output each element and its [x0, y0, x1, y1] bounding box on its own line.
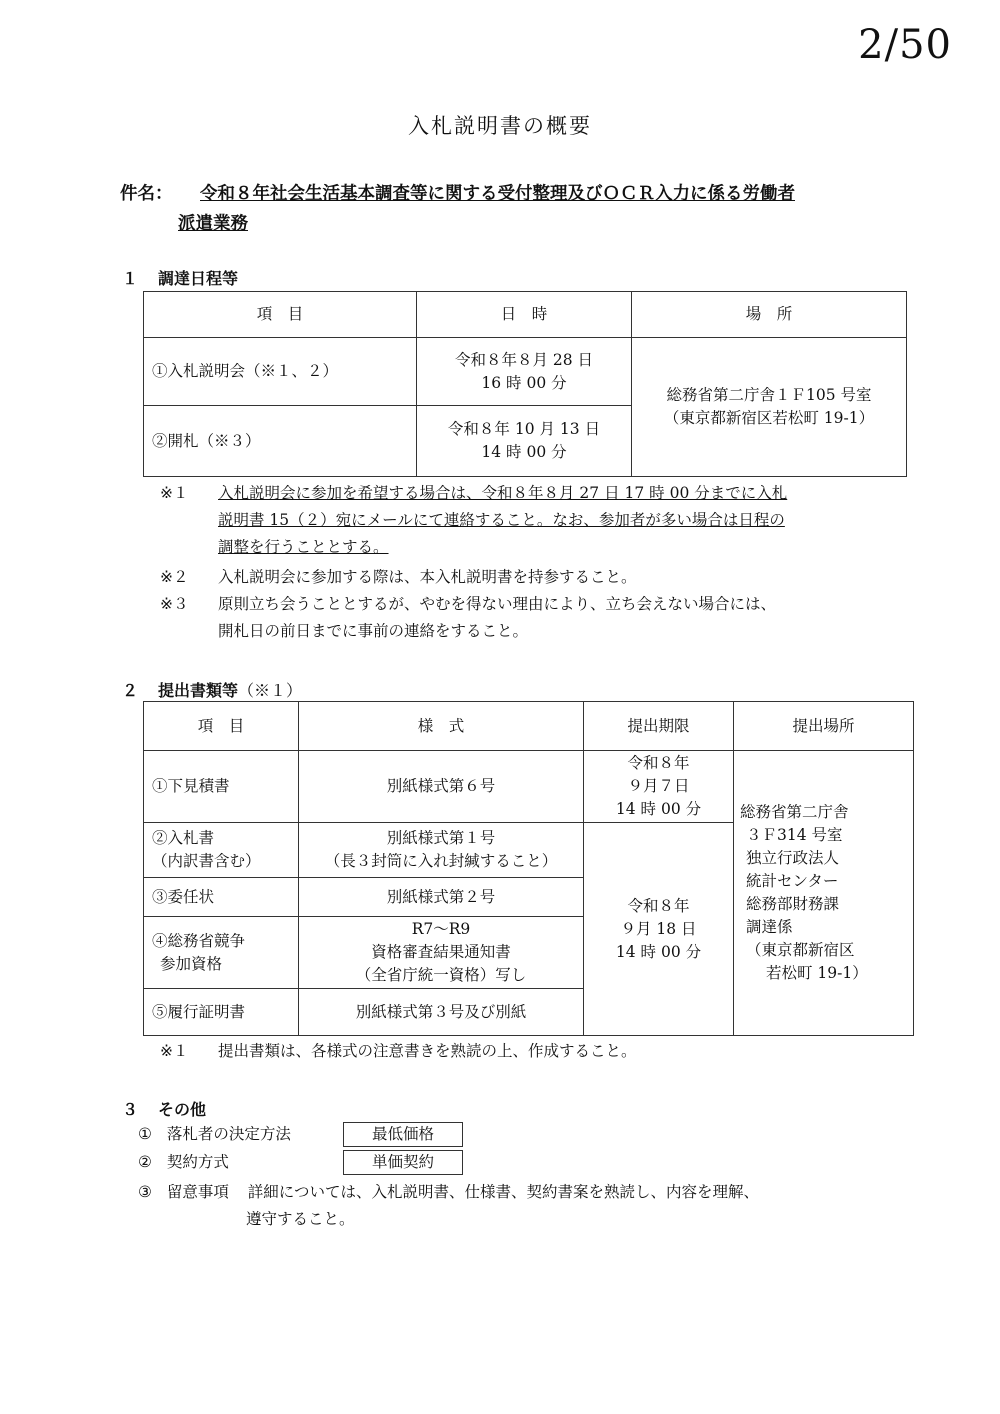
- documents-row1-deadline: [584, 751, 734, 823]
- schedule-row1-time: 16 時 00 分: [481, 373, 567, 392]
- other-item-3-label: 留意事項: [166, 1183, 229, 1201]
- subject-label: 件名：: [120, 184, 173, 204]
- documents-place: [734, 751, 914, 1036]
- page-number: 2/50: [858, 22, 952, 68]
- other-item-2-mark: ②: [138, 1153, 152, 1171]
- schedule-row2-datetime: [417, 406, 632, 477]
- documents-place-line2: ３Ｆ314 号室: [746, 826, 843, 844]
- documents-note-1-text: 提出書類は、各様式の注意書きを熟読の上、作成すること。: [218, 1042, 637, 1060]
- documents-deadline-2: [584, 823, 734, 1036]
- section2-title: 提出書類等: [158, 681, 239, 700]
- documents-deadline-2-date: ９月 18 日: [620, 919, 697, 938]
- documents-place-line3: 独立行政法人: [746, 849, 840, 867]
- subject-line-2: 派遣業務: [178, 214, 248, 234]
- documents-row2-item-line1: ②入札書: [152, 829, 215, 847]
- schedule-row1-item: ①入札説明会（※１、２）: [144, 338, 417, 406]
- schedule-note-3: [160, 591, 920, 647]
- documents-place-line4: 統計センター: [746, 872, 839, 890]
- schedule-place: [632, 338, 907, 477]
- schedule-note-2-line1: 入札説明会に参加する際は、本入札説明書を持参すること。: [218, 568, 637, 586]
- documents-place-line1: 総務省第二庁舎: [740, 803, 849, 821]
- schedule-note-2-mark: ※２: [160, 568, 189, 586]
- documents-row2-item-line2: （内訳書含む）: [152, 852, 261, 870]
- documents-row3-form: 別紙様式第２号: [299, 878, 584, 917]
- schedule-row1-datetime: [417, 338, 632, 406]
- documents-row1-deadline-year: 令和８年: [627, 754, 690, 772]
- documents-row3-item: ③委任状: [144, 878, 299, 917]
- documents-row1-form: 別紙様式第６号: [299, 751, 584, 823]
- other-item-3-text-line1: 詳細については、入札説明書、仕様書、契約書案を熟読し、内容を理解、: [247, 1183, 759, 1201]
- section2-heading: [122, 678, 302, 701]
- schedule-place-line2: （東京都新宿区若松町 19-1）: [663, 409, 875, 427]
- schedule-note-3-mark: ※３: [160, 595, 189, 613]
- documents-header-form: 様 式: [299, 702, 584, 751]
- schedule-header-item: 項 目: [144, 292, 417, 338]
- schedule-note-2: [160, 564, 920, 592]
- section3-number: ３: [122, 1100, 139, 1119]
- documents-row2-item: [144, 823, 299, 878]
- schedule-row2-time: 14 時 00 分: [481, 443, 567, 461]
- schedule-header-place: 場 所: [632, 292, 907, 338]
- other-item-3: [138, 1180, 918, 1204]
- documents-row1-item: ①下見積書: [144, 751, 299, 823]
- documents-header-item: 項 目: [144, 702, 299, 751]
- schedule-note-1-line1: 入札説明会に参加を希望する場合は、令和８年８月 27 日 17 時 00 分までに入札: [218, 484, 788, 502]
- documents-table: [143, 701, 914, 1036]
- schedule-table: [143, 291, 907, 477]
- schedule-row2-item: ②開札（※３）: [144, 406, 417, 477]
- schedule-row2-date: 令和８年 10 月 13 日: [447, 420, 601, 438]
- other-item-1-label: 落札者の決定方法: [166, 1125, 291, 1143]
- documents-row4-form-line2: 資格審査結果通知書: [371, 943, 511, 961]
- documents-row4-form-line1: R7～R9: [411, 920, 471, 938]
- documents-header-place: 提出場所: [734, 702, 914, 751]
- other-item-2: [138, 1150, 229, 1174]
- document-title: 入札説明書の概要: [408, 114, 592, 138]
- section1-heading: [122, 266, 238, 289]
- schedule-note-1-mark: ※１: [160, 484, 189, 502]
- documents-row4-item-line2: 参加資格: [160, 954, 223, 973]
- documents-header-deadline: 提出期限: [584, 702, 734, 751]
- contract-method-value: 単価契約: [343, 1150, 463, 1175]
- section2-heading-note: （※１）: [238, 681, 303, 700]
- documents-place-line5: 総務部財務課: [746, 895, 840, 913]
- section1-number: １: [122, 269, 139, 288]
- section3-title: その他: [158, 1100, 207, 1119]
- schedule-header-datetime: 日 時: [417, 292, 632, 338]
- other-item-2-label: 契約方式: [166, 1153, 229, 1171]
- other-item-3-text-line2: 遵守すること。: [246, 1210, 355, 1228]
- schedule-note-3-line1: 原則立ち会うこととするが、やむを得ない理由により、立ち会えない場合には、: [218, 595, 777, 613]
- other-item-1-mark: ①: [138, 1125, 152, 1143]
- other-item-1: [138, 1122, 291, 1146]
- documents-row5-item: ⑤履行証明書: [144, 989, 299, 1036]
- schedule-note-1-line2: 説明書 15（２）宛にメールにて連絡すること。なお、参加者が多い場合は日程の: [218, 511, 785, 529]
- schedule-note-1-line3: 調整を行うこととする。: [218, 538, 389, 556]
- documents-row4-item-line1: ④総務省競争: [152, 931, 246, 950]
- documents-row4-item: [144, 917, 299, 989]
- section2-number: ２: [122, 681, 139, 700]
- section1-title: 調達日程等: [158, 269, 239, 288]
- documents-row5-form: 別紙様式第３号及び別紙: [299, 989, 584, 1036]
- documents-row2-form: [299, 823, 584, 878]
- subject-line-1: 令和８年社会生活基本調査等に関する受付整理及びＯＣＲ入力に係る労働者: [200, 184, 795, 204]
- documents-place-line8: 若松町 19-1）: [766, 964, 868, 982]
- documents-row1-deadline-time: 14 時 00 分: [615, 800, 702, 818]
- documents-note-1-mark: ※１: [160, 1042, 189, 1060]
- schedule-place-line1: 総務省第二庁舎１Ｆ105 号室: [666, 386, 872, 404]
- section3-heading: [122, 1097, 206, 1120]
- documents-deadline-2-year: 令和８年: [627, 896, 690, 915]
- decision-method-value: 最低価格: [343, 1122, 463, 1147]
- documents-deadline-2-time: 14 時 00 分: [615, 942, 702, 961]
- documents-row4-form-line3: （全省庁統一資格）写し: [355, 966, 527, 984]
- documents-row2-form-line2: （長３封筒に入れ封緘すること）: [324, 852, 558, 870]
- documents-note-1: [160, 1038, 920, 1066]
- documents-row4-form: [299, 917, 584, 989]
- schedule-note-1: [160, 480, 920, 564]
- schedule-note-3-line2: 開札日の前日までに事前の連絡をすること。: [218, 622, 529, 640]
- documents-row2-form-line1: 別紙様式第１号: [386, 829, 496, 847]
- documents-place-line6: 調達係: [746, 918, 793, 936]
- documents-place-line7: （東京都新宿区: [746, 941, 855, 959]
- schedule-row1-date: 令和８年８月 28 日: [454, 350, 594, 369]
- other-item-3-mark: ③: [138, 1183, 152, 1201]
- documents-row1-deadline-date: ９月７日: [627, 777, 690, 795]
